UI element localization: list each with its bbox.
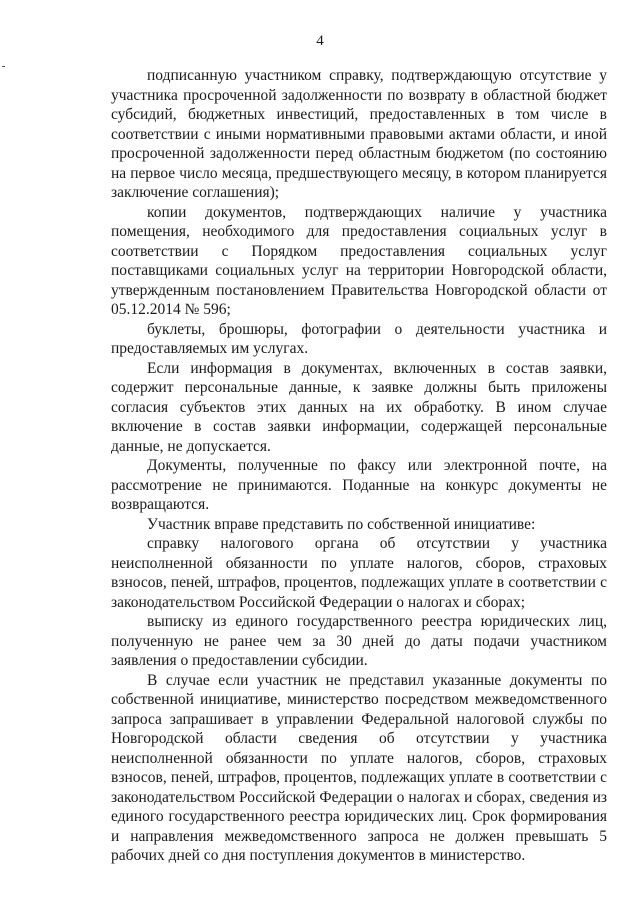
page-number: 4: [316, 33, 324, 49]
document-body: [111, 66, 607, 866]
paragraph-premises-documents: копии документов, подтверждающих наличие у участника помещения, необходимого для предоставления социальных услуг в соответствии с Порядком предоставления социальных услуг поставщиками социальных услуг на территории Новгородской области, утвержденным постановлением Правительства Новгородской области от 05.12.2014 № 596;: [111, 203, 607, 318]
paragraph-tax-certificate: справку налогового органа об отсутствии у участника неисполненной обязанности по уплате налогов, сборов, страховых взносов, пеней, штрафов, процентов, подлежащих уплате в соответствии с законодательством Российской Федерации о налогах и сборах;: [111, 535, 607, 611]
paragraph-personal-data: Если информация в документах, включенных в состав заявки, содержит персональные данные, к заявке должны быть приложены согласия субъектов этих данных на их обработку. В ином случае включение в состав заявки информации, содержащей персональные данные, не допускается.: [111, 359, 607, 455]
paragraph-own-initiative: Участник вправе представить по собственной инициативе:: [147, 515, 536, 533]
paragraph-booklets: буклеты, брошюры, фотографии о деятельности участника и предоставляемых им услугах.: [111, 320, 607, 357]
paragraph-registry-extract: выписку из единого государственного реестра юридических лиц, полученную не ранее чем за 30 дней до даты подачи участником заявления о предоставлении субсидии.: [111, 613, 607, 669]
scan-edge-mark: [2, 66, 5, 67]
paragraph-interagency-request: В случае если участник не представил указанные документы по собственной инициативе, министерство посредством межведомственного запроса запрашивает в управлении Федеральной налоговой службы по Новгородской области сведения об отсутствии у участника неисполненной обязанности по уплате налогов, сборов, страховых взносов, пеней, штрафов, процентов, подлежащих уплате в соответствии с законодательством Российской Федерации о налогах и сборах, сведения из единого государственного реестра юридических лиц. Срок формирования и направления межведомственного запроса не должен превышать 5 рабочих дней со дня поступления документов в министерство.: [111, 671, 607, 864]
paragraph-certificate-no-debt: подписанную участником справку, подтверждающую отсутствие у участника просроченной задолженности по возврату в областной бюджет субсидий, бюджетных инвестиций, предоставленных в том числе в соответствии с иными нормативными правовыми актами области, и иной просроченной задолженности перед областным бюджетом (по состоянию на первое число месяца, предшествующего месяцу, в котором планируется заключение соглашения);: [111, 67, 607, 201]
paragraph-fax-documents: Документы, полученные по факсу или электронной почте, на рассмотрение не принимаются. Поданные на конкурс документы не возвращаются.: [111, 457, 607, 513]
